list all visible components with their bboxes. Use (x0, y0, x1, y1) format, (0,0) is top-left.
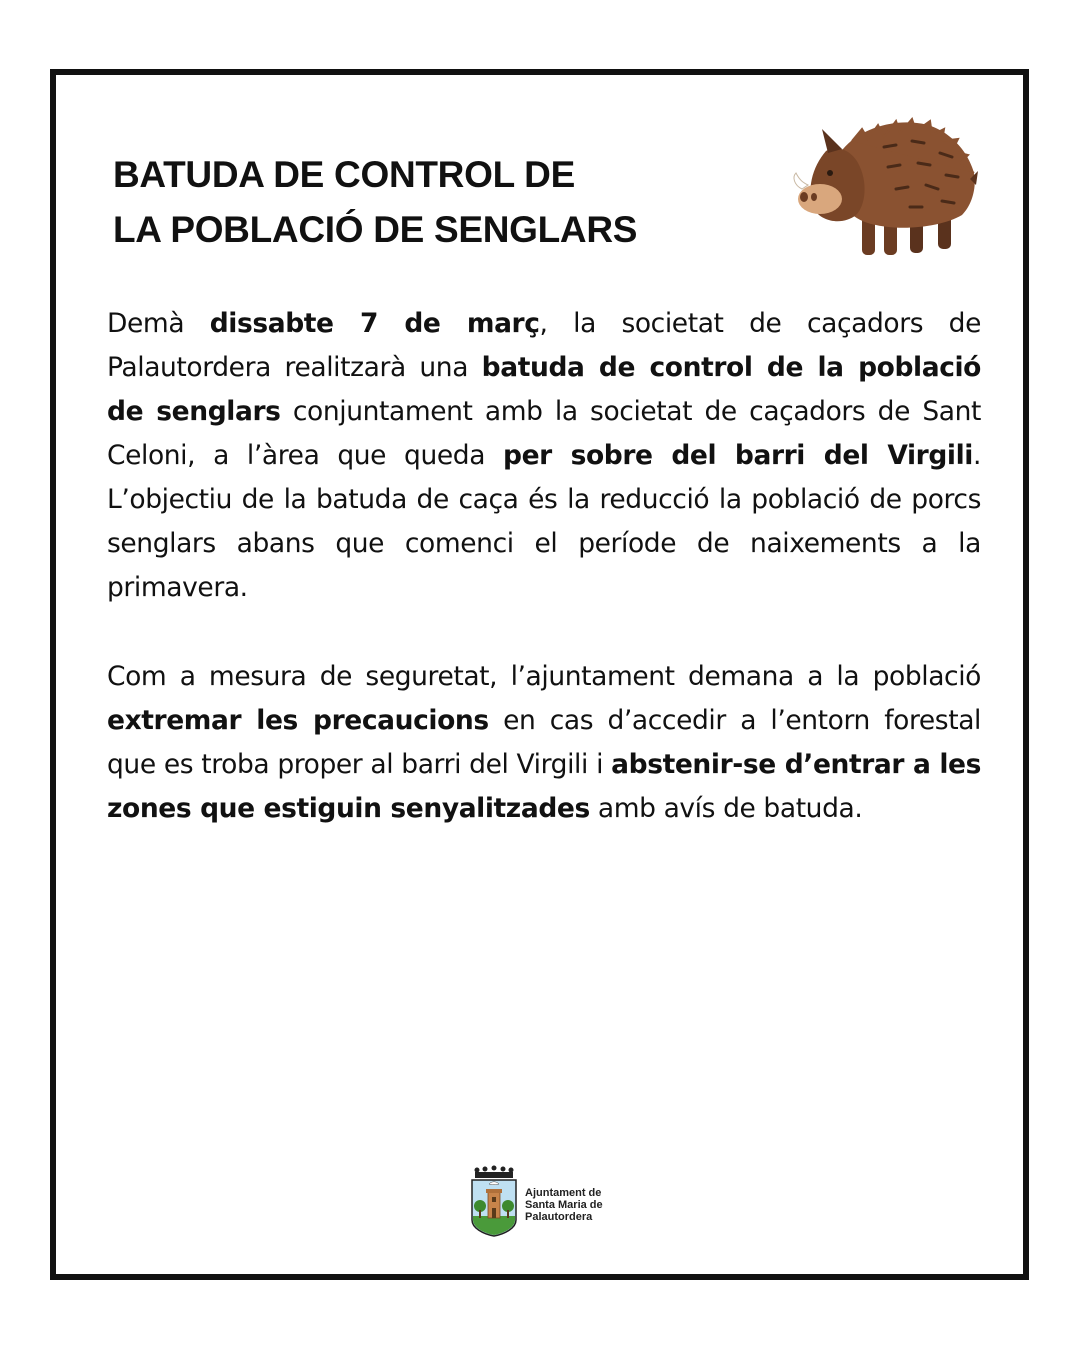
p1-text-1: Demà (107, 308, 210, 339)
p1-activity: batuda de control de la població de senglars (107, 352, 981, 427)
municipality-logo (469, 1164, 603, 1238)
p2-text-2: en cas d’accedir a l’entorn forestal que es troba proper al barri del Virgili i (107, 705, 981, 780)
municipality-name (525, 1187, 603, 1223)
p2-text-3: amb avís de batuda. (589, 793, 863, 824)
title-line-1: BATUDA DE CONTROL DE (113, 154, 575, 195)
p1-location: per sobre del barri del Virgili (503, 440, 973, 471)
p2-restriction: abstenir-se d’entrar a les zones que estiguin senyalitzades (107, 749, 981, 824)
poster-frame (50, 69, 1029, 1280)
announcement-paragraph (107, 302, 981, 610)
p2-precautions: extremar les precaucions (107, 705, 489, 736)
p1-text-2: , la societat de caçadors de Palautordera realitzarà una (107, 308, 981, 383)
title-line-2: LA POBLACIÓ DE SENGLARS (113, 209, 638, 250)
municipal-crest-icon (469, 1164, 519, 1238)
wild-boar-icon (792, 111, 978, 261)
p1-date: dissabte 7 de març (209, 308, 540, 339)
p1-text-3: conjuntament amb la societat de caçadors de Sant Celoni, a l’àrea que queda (107, 396, 981, 471)
logo-line-2: Santa Maria de (525, 1199, 603, 1211)
safety-paragraph (107, 655, 981, 831)
logo-line-1: Ajuntament de (525, 1187, 602, 1199)
p2-text-1: Com a mesura de seguretat, l’ajuntament demana a la població (107, 661, 981, 692)
poster-title (113, 147, 637, 257)
logo-line-3: Palautordera (525, 1211, 593, 1223)
p1-text-4: . L’objectiu de la batuda de caça és la reducció la població de porcs senglars abans que comenci el període de naixements a la primavera. (107, 440, 981, 603)
